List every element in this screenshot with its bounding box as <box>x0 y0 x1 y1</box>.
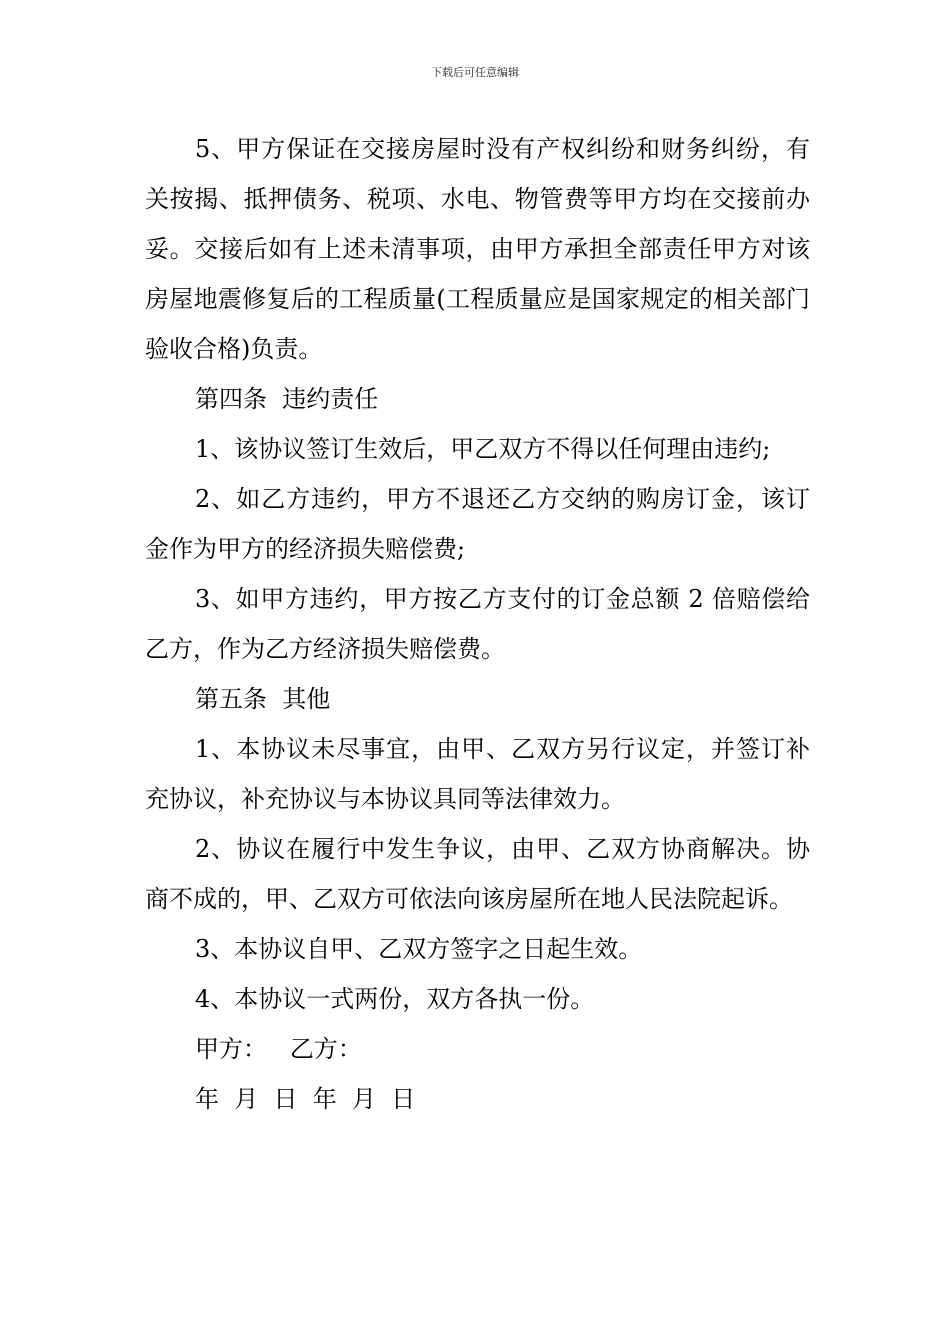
signature-parties-line: 甲方： 乙方： <box>195 1035 362 1063</box>
article-5-clause-1: 1、本协议未尽事宜，由甲、乙双方另行议定，并签订补充协议，补充协议与本协议具同等法律效力。 <box>145 735 810 813</box>
article-5-heading: 第五条 其他 <box>195 685 331 713</box>
page-header: 下载后可任意编辑 <box>431 66 519 79</box>
clause-5-seller-guarantee: 5、甲方保证在交接房屋时没有产权纠纷和财务纠纷，有关按揭、抵押债务、税项、水电、物管费等甲方均在交接前办妥。交接后如有上述未清事项，由甲方承担全部责任甲方对该房屋地震修复后的工程质量(工程质量应是国家规定的相关部门验收合格)负责。 <box>145 135 810 363</box>
article-5-clause-3: 3、本协议自甲、乙双方签字之日起生效。 <box>195 935 643 963</box>
article-4-clause-3: 3、如甲方违约，甲方按乙方支付的订金总额 2 倍赔偿给乙方，作为乙方经济损失赔偿费。 <box>145 585 810 663</box>
article-4-clause-2: 2、如乙方违约，甲方不退还乙方交纳的购房订金，该订金作为甲方的经济损失赔偿费; <box>145 485 810 563</box>
article-4-heading: 第四条 违约责任 <box>195 385 379 413</box>
signature-date-line: 年 月 日 年 月 日 <box>195 1085 416 1113</box>
document-body <box>145 124 810 1124</box>
article-4-clause-1: 1、该协议签订生效后，甲乙双方不得以任何理由违约; <box>195 435 771 463</box>
article-5-clause-2: 2、协议在履行中发生争议，由甲、乙双方协商解决。协商不成的，甲、乙双方可依法向该房屋所在地人民法院起诉。 <box>145 835 810 913</box>
article-5-clause-4: 4、本协议一式两份，双方各执一份。 <box>195 985 595 1013</box>
